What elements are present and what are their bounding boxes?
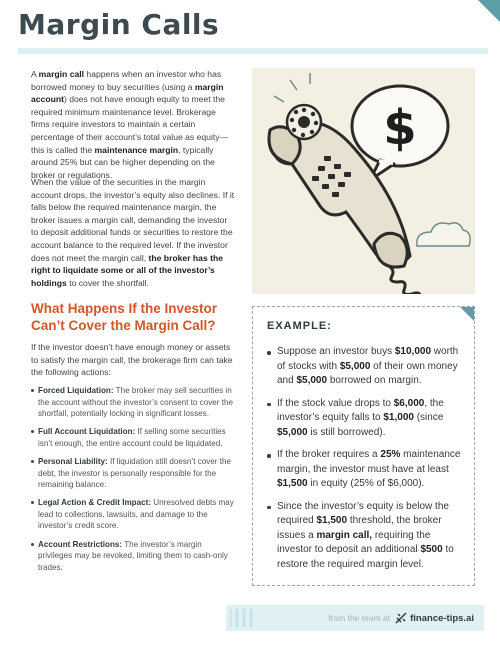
example-text-run: $5,000 [296,375,328,386]
phone-illustration [252,68,475,294]
bullet-icon [267,351,271,355]
action-label: Forced Liquidation: [38,386,114,395]
bullet-icon [267,506,271,510]
example-text-run: $5,000 [339,360,371,372]
example-text-run: $1,500 [277,478,308,489]
example-text-run: maintenance margin, the investor must have at least [277,449,461,475]
example-text-run: is still borrowed). [307,426,386,438]
action-item [31,497,236,532]
telephone-icon [252,68,475,294]
intro-text-run: happens when an investor who has borrowed money to buy securities (using a [31,69,222,92]
example-title: EXAMPLE: [267,320,332,332]
title-underline [18,48,488,54]
intro-paragraph-1 [31,68,236,181]
stripes-decoration [230,609,270,627]
example-item [267,500,467,573]
corner-accent [478,0,500,22]
intro-text-run: ) does not have enough equity to meet the required minimum maintenance level. Brokerage firms require investors to maintain a certain percentage of their account’s total value as equity—this is called the [31,94,229,155]
example-text-run: worth of stocks with [277,346,459,372]
example-item [267,397,467,441]
action-item [31,456,236,491]
action-text: If selling some securities isn’t enough, the entire account could be liquidated. [38,427,226,448]
example-text-run: 25% [380,449,401,460]
example-text-run: $1,500 [316,515,348,526]
intro-text-run: , typically around 25% but can be higher depending on the broker or regulations. [31,144,215,180]
action-label: Full Account Liquidation: [38,427,136,437]
page-title: Margin Calls [18,8,220,41]
example-box [252,306,475,586]
action-label: Account Restrictions: [38,539,123,549]
section-heading: What Happens If the Investor Can’t Cover the Margin Call? [31,301,218,333]
example-text-run: If the stock value drops to [277,397,394,409]
example-text-run: margin call, [316,529,373,541]
bullet-icon [31,389,34,392]
footer-bar [226,605,484,631]
logo-icon [395,612,407,624]
example-item [267,345,467,389]
action-item [31,426,236,449]
example-text-run: in equity (25% of $6,000). [307,478,425,489]
example-text-run: (since [413,412,444,423]
example-text-run: , the investor’s equity falls to [277,397,444,423]
example-text-run: $6,000 [393,397,425,409]
dollar-sign: $ [383,100,417,156]
example-text-run: threshold, the broker issues a [277,515,442,541]
intro-text-run: maintenance margin [94,144,179,155]
example-text-run: If the broker requires a [277,449,381,460]
section-intro: If the investor doesn’t have enough money or assets to satisfy the margin call, the brokerage firm can take the following actions: [31,342,233,378]
cloud-icon [417,223,470,246]
example-text-run: requiring the investor to deposit an additional [277,529,431,555]
footer-brand-link[interactable]: finance-tips.ai [410,612,474,624]
intro-text-run: margin call [38,69,85,79]
bullet-icon [267,403,271,407]
example-item [267,448,467,492]
phone-cord [384,264,420,294]
example-text-run: $1,000 [383,412,414,423]
spark-lines [274,73,310,102]
example-text-run: Suppose an investor buys [277,346,395,357]
example-text-run: of their own money and [277,360,458,386]
actions-list [31,385,236,580]
bullet-icon [31,543,34,546]
action-text: Unresolved debts may lead to collections, lawsuits, and damage to the investor’s credit score. [38,498,234,531]
intro-paragraph-2 [31,176,236,289]
bullet-icon [31,430,34,433]
example-text-run: Since the investor’s equity is below the required [277,500,449,526]
intro-text-run: When the value of the securities in the margin account drops, the investor’s equity also declines. If it falls below the required maintenance margin, the broker issues a margin call, demanding the investor to deposit additional funds or securities to restore the account balance to the required level. If the investor does not meet the margin call, [31,177,235,263]
action-label: Legal Action & Credit Impact: [38,498,152,508]
intro-text-run: A [31,69,39,79]
action-item [31,539,236,574]
example-text-run: $10,000 [394,346,432,357]
example-text-run: $5,000 [277,426,308,438]
footer-from-text: from the team at [328,613,391,623]
action-text: If liquidation still doesn’t cover the debt, the investor is personally responsible for the remaining balance. [38,456,231,490]
rotary-dial [287,105,321,139]
intro-text-run: the broker has the right to liquidate some or all of the investor’s holdings [31,252,224,288]
intro-text-run: to cover the shortfall. [66,277,149,288]
bullet-icon [31,501,34,504]
example-text-run: to restore the required margin level. [277,544,454,570]
example-corner-accent [460,307,474,321]
action-text: The broker may sell securities in the account without the investor’s consent to cover the shortfall, potentially locking in significant losses. [38,386,233,419]
action-text: The investor’s margin privileges may be revoked, limiting them to cash-only trades. [38,539,228,572]
intro-text-run: margin account [31,81,224,105]
action-label: Personal Liability: [38,456,108,466]
example-text-run: borrowed on margin. [327,375,422,386]
example-text-run: $500 [420,544,443,555]
bullet-icon [31,460,34,463]
example-list [267,345,467,580]
action-item [31,385,236,420]
bullet-icon [267,454,271,458]
